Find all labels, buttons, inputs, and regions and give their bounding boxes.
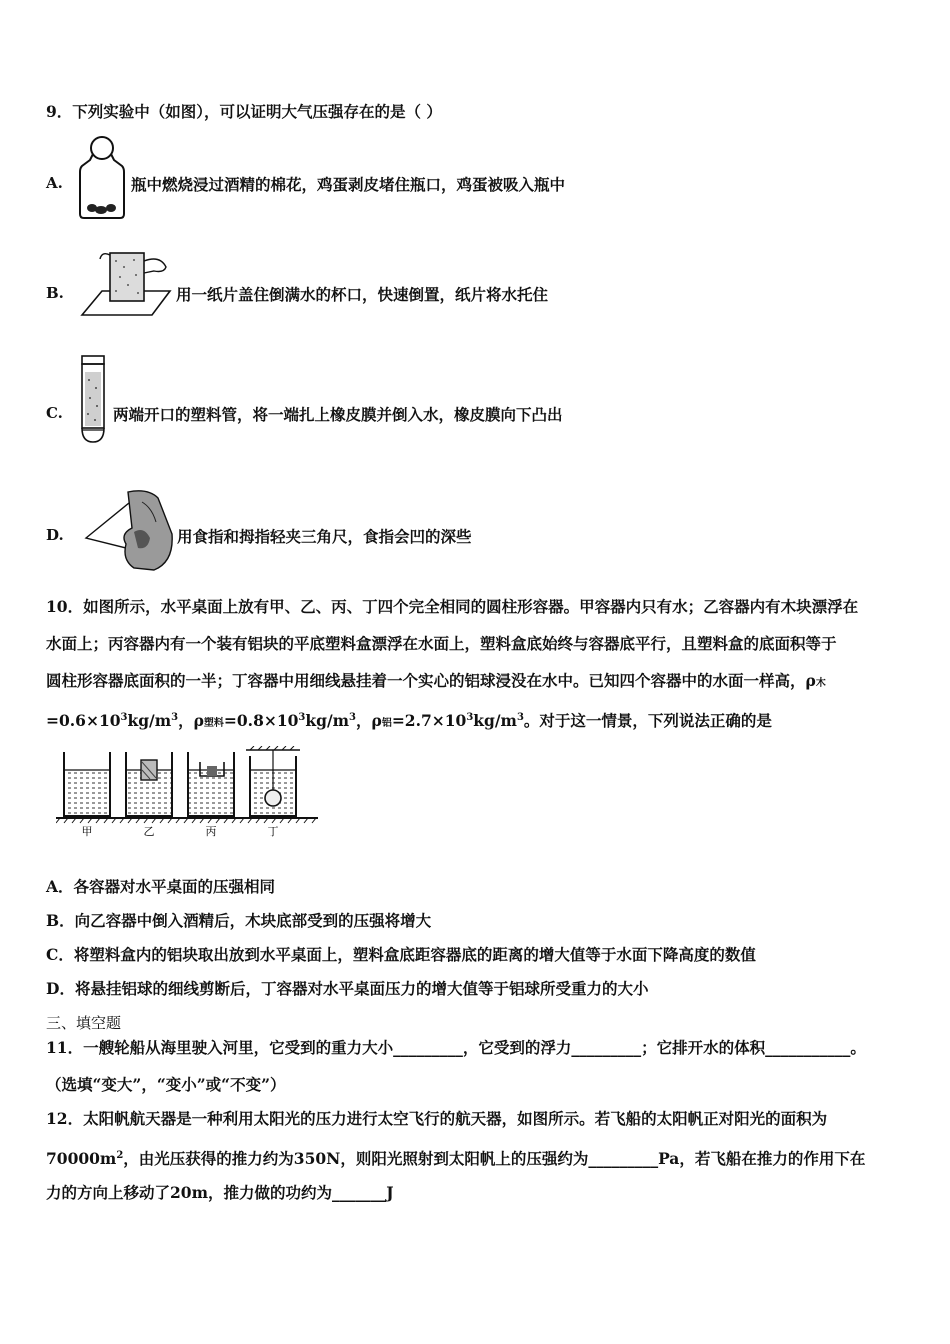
container-yi xyxy=(126,752,172,816)
rho-wood-subscript: 木 xyxy=(815,678,826,689)
q9-option-c-text: 两端开口的塑料管，将一端扎上橡皮膜并倒入水，橡皮膜向下凸出 xyxy=(113,405,563,424)
q10-option-a: A．各容器对水平桌面的压强相同 xyxy=(46,877,276,896)
inverted-cup-paper-figure xyxy=(78,247,174,319)
q9-option-d-letter: D. xyxy=(46,526,64,544)
q9-option-c-letter: C. xyxy=(46,404,63,422)
label-bing: 丙 xyxy=(205,825,217,838)
q9-option-a-text: 瓶中燃烧浸过酒精的棉花，鸡蛋剥皮堵住瓶口，鸡蛋被吸入瓶中 xyxy=(131,175,566,194)
label-jia: 甲 xyxy=(81,825,93,838)
q10-option-c: C．将塑料盒内的铝块取出放到水平桌面上，塑料盒底距容器底的距离的增大值等于水面下降高度的数值 xyxy=(46,945,756,964)
four-containers-figure xyxy=(56,746,318,838)
q12-line-3: 力的方向上移动了20m，推力做的功约为_______J xyxy=(46,1183,394,1202)
q9-option-b-text: 用一纸片盖住倒满水的杯口，快速倒置，纸片将水托住 xyxy=(176,285,549,304)
q12-line-1: 12．太阳帆航天器是一种利用太阳光的压力进行太空飞行的航天器，如图所示。若飞船的太阳帆正对阳光的面积为 xyxy=(46,1109,828,1128)
q12-line-2: $70000m^2$，由光压获得的推力约为350N，则阳光照射到太阳帆上的压强约为_________Pa，若飞船在推力的作用下在 xyxy=(46,1149,866,1169)
label-ding: 丁 xyxy=(267,825,279,838)
q10-option-d: D．将悬挂铝球的细线剪断后，丁容器对水平桌面压力的增大值等于铝球所受重力的大小 xyxy=(46,979,649,998)
q9-option-d-text: 用食指和拇指轻夹三角尺，食指会凹的深些 xyxy=(177,527,472,546)
label-yi: 乙 xyxy=(143,825,155,838)
plastic-tube-figure xyxy=(76,354,110,446)
q10-line-4: $=0.6\times 10^3kg/m^3$，ρ塑料$=0.8\times 10^3kg/m^3$，ρ铝$=2.7\times 10^3kg/m^3$。对于这一情景，下列说法正确的是 xyxy=(46,711,772,731)
q10-line-3: 圆柱形容器底面积的一半；丁容器中用细线悬挂着一个实心的铝球浸没在水中。已知四个容器中的水面一样高，ρ木 xyxy=(46,671,826,690)
q11-line-2: （选填“变大”，“变小”或“不变”） xyxy=(46,1075,286,1094)
fingers-triangle-figure xyxy=(82,488,176,572)
container-ding xyxy=(246,746,300,816)
q10-line-2: 水面上；丙容器内有一个装有铝块的平底塑料盒漂浮在水面上，塑料盒底始终与容器底平行，且塑料盒的底面积等于 xyxy=(46,634,837,653)
container-jia xyxy=(64,752,110,816)
q9-option-a-letter: A. xyxy=(46,174,63,192)
container-bing xyxy=(188,752,234,816)
q10-option-b: B．向乙容器中倒入酒精后，木块底部受到的压强将增大 xyxy=(46,911,432,930)
q11-line-1: 11．一艘轮船从海里驶入河里，它受到的重力大小_________，它受到的浮力_________；它排开水的体积___________。 xyxy=(46,1038,866,1057)
q9-stem: 9．下列实验中（如图），可以证明大气压强存在的是（ ） xyxy=(46,102,442,121)
q10-line-1: 10．如图所示，水平桌面上放有甲、乙、丙、丁四个完全相同的圆柱形容器。甲容器内只有水；乙容器内有木块漂浮在 xyxy=(46,597,859,616)
q9-option-b-letter: B. xyxy=(46,284,64,302)
section-3-title: 三、填空题 xyxy=(46,1014,122,1032)
bottle-egg-figure xyxy=(76,136,128,220)
